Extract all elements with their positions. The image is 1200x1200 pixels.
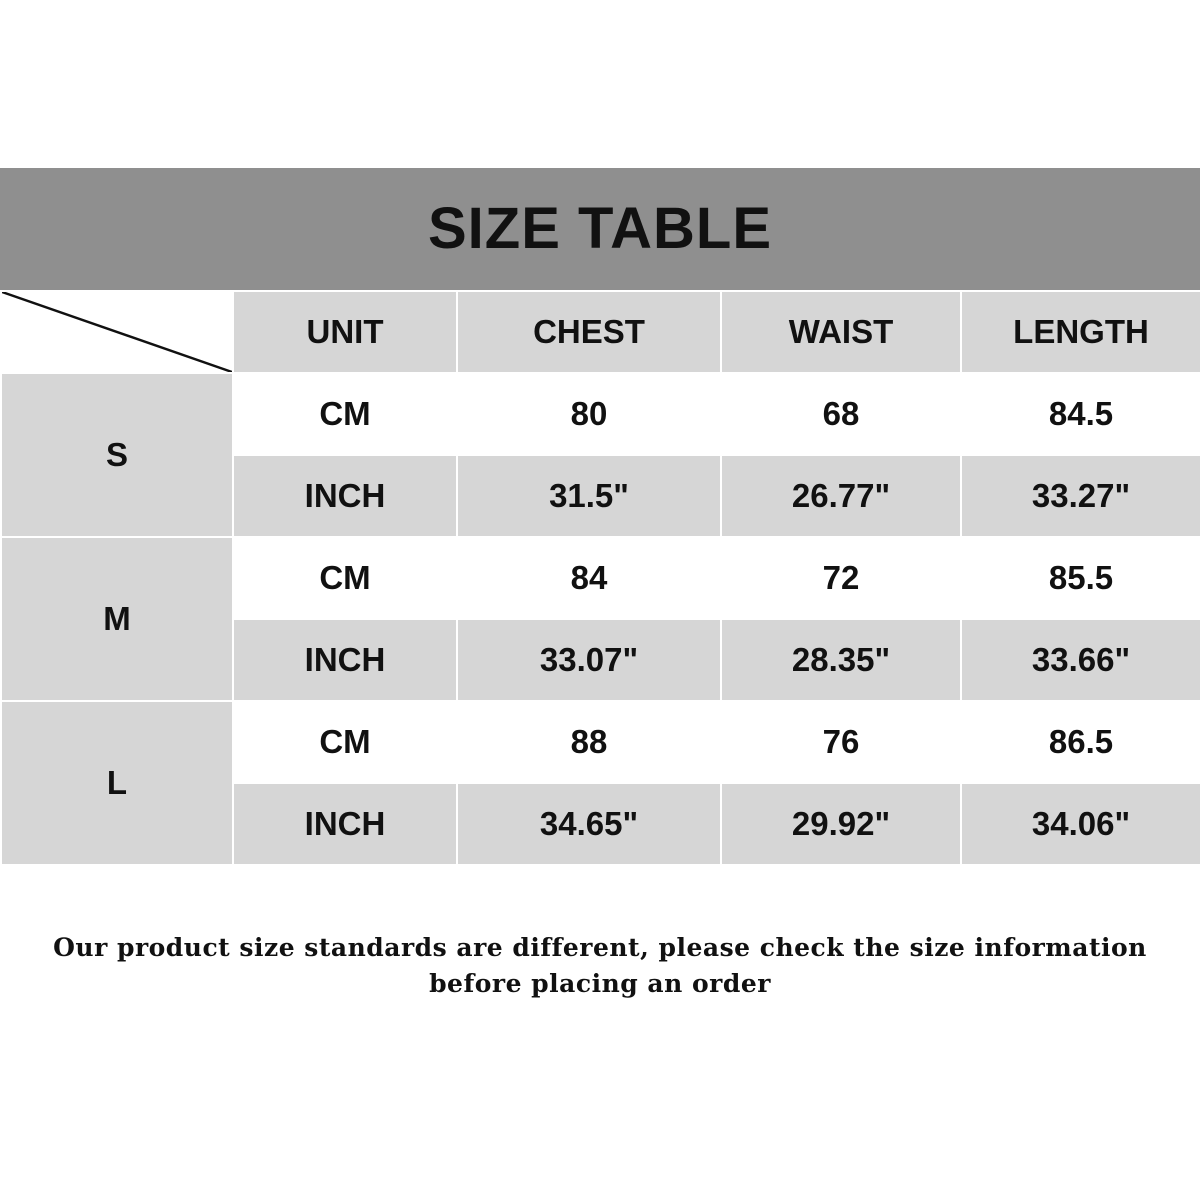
disclaimer-line-2: before placing an order <box>429 969 771 999</box>
column-header-unit: UNIT <box>233 291 457 373</box>
table-row <box>1 537 1200 619</box>
disclaimer-line-1: Our product size standards are different, please check the size information <box>53 933 1147 962</box>
corner-cell <box>1 291 233 373</box>
length-cell: 33.66" <box>961 619 1200 701</box>
size-label-l: L <box>1 701 233 865</box>
waist-cell: 29.92" <box>721 783 961 865</box>
chest-cell: 34.65" <box>457 783 721 865</box>
unit-cell: CM <box>233 373 457 455</box>
column-header-waist: WAIST <box>721 291 961 373</box>
waist-cell: 26.77" <box>721 455 961 537</box>
waist-cell: 28.35" <box>721 619 961 701</box>
chest-cell: 80 <box>457 373 721 455</box>
column-header-chest: CHEST <box>457 291 721 373</box>
waist-cell: 72 <box>721 537 961 619</box>
unit-cell: CM <box>233 701 457 783</box>
size-label-s: S <box>1 373 233 537</box>
length-cell: 84.5 <box>961 373 1200 455</box>
unit-cell: CM <box>233 537 457 619</box>
table-row <box>1 701 1200 783</box>
table-header-row <box>1 291 1200 373</box>
length-cell: 34.06" <box>961 783 1200 865</box>
diagonal-divider-icon <box>2 292 232 372</box>
chest-cell: 33.07" <box>457 619 721 701</box>
unit-cell: INCH <box>233 455 457 537</box>
disclaimer-note <box>0 930 1200 1003</box>
waist-cell: 76 <box>721 701 961 783</box>
length-cell: 86.5 <box>961 701 1200 783</box>
unit-cell: INCH <box>233 783 457 865</box>
length-cell: 85.5 <box>961 537 1200 619</box>
page-title: SIZE TABLE <box>427 196 773 261</box>
size-table <box>0 290 1200 866</box>
length-cell: 33.27" <box>961 455 1200 537</box>
column-header-length: LENGTH <box>961 291 1200 373</box>
chest-cell: 84 <box>457 537 721 619</box>
size-label-m: M <box>1 537 233 701</box>
unit-cell: INCH <box>233 619 457 701</box>
waist-cell: 68 <box>721 373 961 455</box>
chest-cell: 88 <box>457 701 721 783</box>
table-row <box>1 373 1200 455</box>
chest-cell: 31.5" <box>457 455 721 537</box>
title-bar <box>0 168 1200 290</box>
